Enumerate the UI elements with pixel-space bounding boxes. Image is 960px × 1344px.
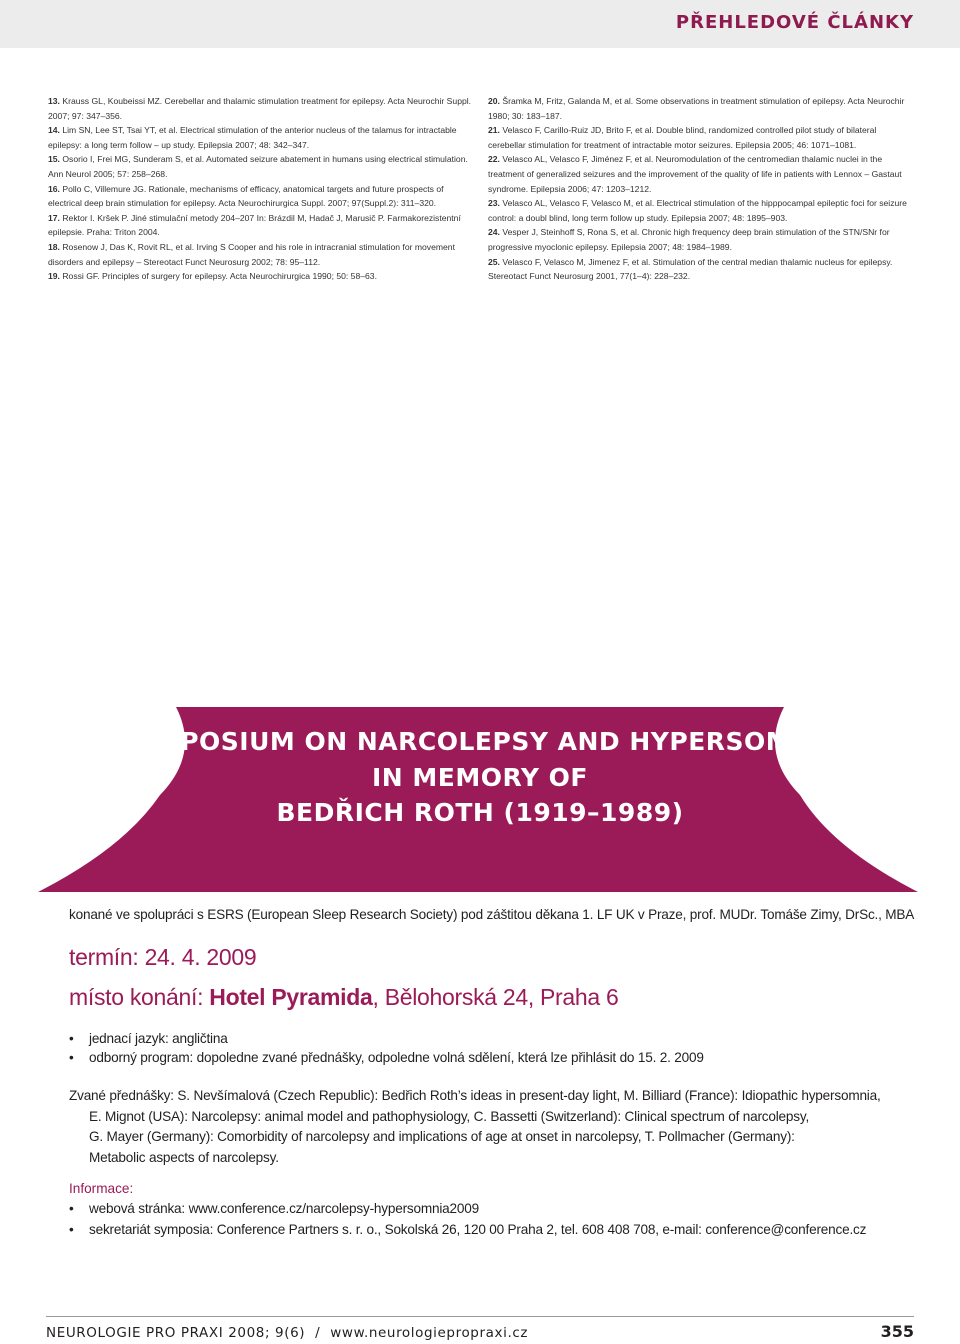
reference-item: 15. Osorio I, Frei MG, Sunderam S, et al. Automated seizure abatement in humans using electrical stimulation. Ann Neurol 2005; 57: 258–268. — [48, 154, 468, 179]
footer-divider — [46, 1316, 914, 1317]
invited-lectures — [69, 1086, 881, 1169]
bullet-icon: • — [69, 1201, 74, 1216]
venue-address: , Bělohorská 24, Praha 6 — [372, 984, 619, 1010]
bullet-icon: • — [69, 1222, 74, 1237]
list-item: • odborný program: dopoledne zvané přednášky, odpoledne volná sdělení, která lze přihlásit do 15. 2. 2009 — [69, 1050, 704, 1065]
lectures-line: Zvané přednášky: S. Nevšímalová (Czech Republic): Bedřich Roth’s ideas in present-day light, M. Billiard (France): Idiopathic hypersomnia, — [69, 1088, 881, 1103]
info-heading: Informace: — [69, 1181, 134, 1196]
reference-item: 21. Velasco F, Carillo-Ruiz JD, Brito F, et al. Double blind, randomized controlled pilot study of bilateral cerebellar stimulation for treatment of intractable motor seizures. Epilepsia 2005; 46: 1071–1081. — [488, 125, 877, 150]
reference-item: 25. Velasco F, Velasco M, Jimenez F, et al. Stimulation of the central median thalamic nucleus for epilepsy. Stereotact Funct Neurosurg 2001, 77(1–4): 228–232. — [488, 256, 893, 282]
reference-item: 24. Vesper J, Steinhoff S, Rona S, et al. Chronic high frequency deep brain stimulation of the STN/SNr for progressive myoclonic epilepsy. Epilepsia 2007; 48: 1984–1989. — [488, 227, 890, 252]
reference-item: 17. Rektor I. Kršek P. Jiné stimulační metody 204–207 In: Brázdil M, Hadač J, Marusič P. Farmakorezistentní epilepsie. Praha: Triton 2004. — [48, 212, 461, 238]
announcement-title-line3: BEDŘICH ROTH (1919–1989) — [276, 798, 684, 827]
journal-website: www.neurologiepropraxi.cz — [330, 1325, 529, 1341]
lectures-line: E. Mignot (USA): Narcolepsy: animal model and pathophysiology, C. Bassetti (Switzerland): Clinical spectrum of narcolepsy, — [89, 1108, 810, 1124]
event-details-list — [69, 1029, 704, 1067]
venue-label: místo konání: — [69, 984, 210, 1010]
bullet-icon: • — [69, 1031, 74, 1046]
announcement-title-line1: SYMPOSIUM ON NARCOLEPSY AND HYPERSOMNIA — [117, 727, 843, 756]
section-title: PŘEHLEDOVÉ ČLÁNKY — [675, 12, 914, 33]
reference-item: 23. Velasco AL, Velasco F, Velasco M, et al. Electrical stimulation of the hipppocampal epileptic foci for seizure control: a doubl blind, long term follow up study. Epilepsia 2007; 48: 1895–903. — [488, 198, 907, 223]
date-label: termín: — [69, 944, 145, 970]
reference-item: 22. Velasco AL, Velasco F, Jiménez F, et al. Neuromodulation of the centromedian thalamic nuclei in the treatment of generalized seizures and the improvement of the quality of life in patients with Lennox – Gastaut syndrome. Epilepsia 2006; 47: 1203–1212. — [488, 154, 902, 194]
venue-name: Hotel Pyramida — [209, 984, 373, 1010]
list-item: • sekretariát symposia: Conference Partners s. r. o., Sokolská 26, 120 00 Praha 2, tel. 608 408 708, e-mail: conference@conference.cz — [69, 1219, 866, 1240]
date-value: 24. 4. 2009 — [144, 944, 257, 970]
reference-item: 20. Šramka M, Fritz, Galanda M, et al. Some observations in treatment stimulation of epilepsy. Acta Neurochir 1980; 30: 183–187. — [488, 96, 905, 121]
lectures-line: Metabolic aspects of narcolepsy. — [89, 1150, 279, 1166]
footer-journal-info — [46, 1325, 528, 1341]
reference-item: 18. Rosenow J, Das K, Rovit RL, et al. Irving S Cooper and his role in intracranial stimulation for movement disorders and epilepsy – Stereotact Funct Neurosurg 2002; 78: 95–112. — [48, 241, 455, 267]
reference-item: 13. Krauss GL, Koubeissi MZ. Cerebellar and thalamic stimulation treatment for epilepsy. Acta Neurochir Suppl. 2007; 97: 347–356. — [48, 96, 472, 121]
event-venue — [69, 984, 618, 1011]
announcement-subtitle: konané ve spolupráci s ESRS (European Sleep Research Society) pod záštitou děkana 1. LF UK v Praze, prof. MUDr. Tomáše Zimy, DrSc., MBA — [69, 907, 915, 922]
reference-item: 14. Lim SN, Lee ST, Tsai YT, et al. Electrical stimulation of the anterior nucleus of the talamus for intractable epilepsy: a long term follow – up study. Epilepsia 2007; 48: 342–347. — [48, 125, 457, 150]
journal-name: NEUROLOGIE PRO PRAXI 2008; 9(6) — [46, 1325, 306, 1341]
footer-separator: / — [315, 1325, 321, 1341]
event-date — [69, 944, 256, 971]
page-number: 355 — [880, 1322, 914, 1341]
list-item: • webová stránka: www.conference.cz/narcolepsy-hypersomnia2009 — [69, 1198, 866, 1219]
announcement-title-line2: IN MEMORY OF — [371, 763, 589, 792]
list-item: • jednací jazyk: angličtina — [69, 1031, 228, 1046]
bullet-icon: • — [69, 1050, 74, 1065]
reference-item: 19. Rossi GF. Principles of surgery for epilepsy. Acta Neurochirurgica 1990; 50: 58–63. — [48, 271, 377, 282]
reference-item: 16. Pollo C, Villemure JG. Rationale, mechanisms of efficacy, anatomical targets and future prospects of electrical deep brain stimulation for epilepsy. Acta Neurochirurgica Suppl. 2007; 97(Suppl.2): 311–320. — [48, 183, 444, 209]
info-list — [69, 1198, 866, 1240]
lectures-line: G. Mayer (Germany): Comorbidity of narcolepsy and implications of age at onset in narcolepsy, T. Pollmacher (Germany): — [89, 1129, 795, 1145]
